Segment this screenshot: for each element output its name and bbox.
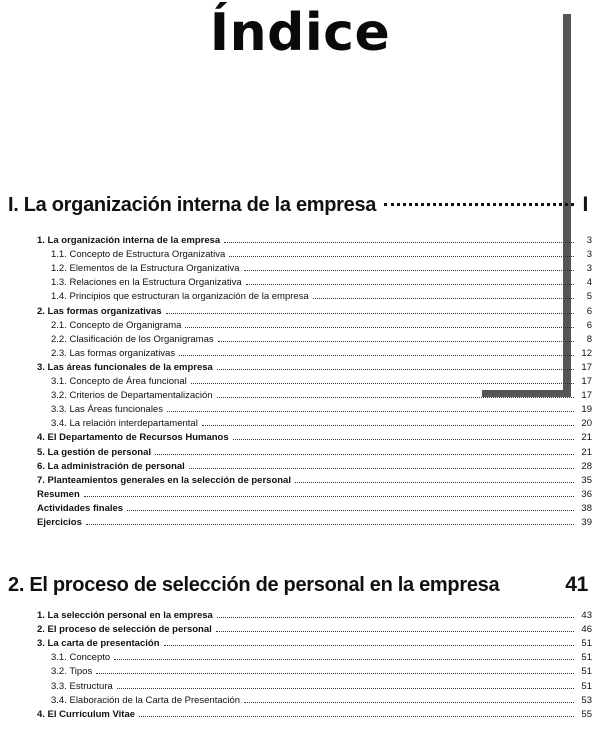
toc-entry[interactable] (37, 274, 592, 288)
dot-leader (224, 242, 574, 243)
dot-leader (86, 524, 574, 525)
toc-entry[interactable] (37, 677, 592, 691)
toc-entry-label: 3.1. Concepto de Área funcional (51, 376, 187, 388)
toc-entry-label: Actividades finales (37, 502, 124, 514)
toc-entry-label: Ejercicios (37, 516, 82, 528)
dot-leader (189, 468, 574, 469)
toc-entries (37, 607, 592, 720)
toc-entry[interactable] (37, 472, 592, 486)
toc-entry[interactable] (37, 486, 592, 500)
toc-entry-page-number: 6 (586, 305, 592, 317)
toc-entry-page-number: 55 (581, 708, 592, 720)
toc-entry[interactable] (37, 387, 592, 401)
toc-entry-page-number: 12 (581, 347, 592, 359)
toc-entry-label: 6. La administración de personal (37, 460, 185, 472)
chapter-heading[interactable] (8, 193, 588, 219)
dot-leader (216, 631, 574, 632)
toc-entry[interactable] (37, 260, 592, 274)
toc-entry-label: 1.1. Concepto de Estructura Organizativa (51, 249, 226, 261)
dot-leader (191, 383, 574, 384)
toc-entry-label: 3. La carta de presentación (37, 638, 160, 650)
toc-entry-page-number: 46 (581, 624, 592, 636)
dot-leader (313, 298, 574, 299)
dot-leader (179, 355, 574, 356)
toc-entry-label: 2.2. Clasificación de los Organigramas (51, 333, 214, 345)
toc-entry[interactable] (37, 458, 592, 472)
toc-entry-label: 2. El proceso de selección de personal (37, 624, 212, 636)
chapter-page-number: 41 (565, 573, 588, 596)
toc-entry-page-number: 21 (581, 446, 592, 458)
toc-entry-label: 4. El Currículum Vitae (37, 708, 136, 720)
page-title: Índice (209, 3, 391, 63)
dot-leader (244, 270, 574, 271)
chapter-page-number: I (582, 193, 588, 216)
dot-leader (127, 510, 574, 511)
toc-entry-page-number: 36 (581, 488, 592, 500)
toc-entry-page-number: 51 (581, 638, 592, 650)
toc-entry[interactable] (37, 692, 592, 706)
toc-entry-label: 3. Las áreas funcionales de la empresa (37, 361, 213, 373)
toc-entry-page-number: 3 (586, 249, 592, 261)
toc-entry[interactable] (37, 706, 592, 720)
toc-entry-label: 3.3. Estructura (51, 680, 113, 692)
dot-leader (96, 673, 574, 674)
toc-entry[interactable] (37, 401, 592, 415)
toc-entry-label: Resumen (37, 488, 80, 500)
toc-entry-page-number: 17 (581, 376, 592, 388)
toc-entry[interactable] (37, 514, 592, 528)
toc-entry-label: 4. El Departamento de Recursos Humanos (37, 432, 229, 444)
dot-leader (155, 454, 574, 455)
chapter-title: I. La organización interna de la empresa (8, 194, 377, 216)
toc-entry-page-number: 43 (581, 610, 592, 622)
toc-entry-page-number: 8 (586, 333, 592, 345)
toc-entry[interactable] (37, 373, 592, 387)
toc-entry-page-number: 17 (581, 361, 592, 373)
toc-entry-label: 1. La organización interna de la empresa (37, 235, 221, 247)
dot-leader (167, 411, 574, 412)
toc-entry-label: 3.4. La relación interdepartamental (51, 418, 198, 430)
dot-leader (295, 482, 574, 483)
toc-entry[interactable] (37, 246, 592, 260)
dot-leader (229, 256, 574, 257)
toc-entry-page-number: 20 (581, 418, 592, 430)
toc-entry-page-number: 21 (581, 432, 592, 444)
toc-entry-label: 1.2. Elementos de la Estructura Organizativa (51, 263, 240, 275)
toc-entry-page-number: 3 (586, 263, 592, 275)
toc-entry-page-number: 39 (581, 516, 592, 528)
toc-entry-label: 2. Las formas organizativas (37, 305, 162, 317)
toc-entry[interactable] (37, 607, 592, 621)
dot-leader (233, 439, 574, 440)
toc-entry[interactable] (37, 415, 592, 429)
toc-entry-label: 1.3. Relaciones en la Estructura Organizativa (51, 277, 242, 289)
toc-entry[interactable] (37, 317, 592, 331)
toc-entry-page-number: 51 (581, 652, 592, 664)
dot-leader (164, 645, 575, 646)
toc-entry-page-number: 53 (581, 694, 592, 706)
toc-entry[interactable] (37, 359, 592, 373)
dot-leader (217, 397, 574, 398)
dot-leader (218, 341, 574, 342)
toc-entry-page-number: 35 (581, 474, 592, 486)
toc-entry-page-number: 5 (586, 291, 592, 303)
toc-entry-label: 2.3. Las formas organizativas (51, 347, 176, 359)
toc-entry-page-number: 17 (581, 390, 592, 402)
toc-entry-page-number: 4 (586, 277, 592, 289)
dot-leader (114, 659, 574, 660)
toc-entry[interactable] (37, 331, 592, 345)
toc-entry[interactable] (37, 288, 592, 302)
toc-entry-page-number: 38 (581, 502, 592, 514)
toc-entry-label: 3.4. Elaboración de la Carta de Presentación (51, 694, 241, 706)
toc-entries (37, 232, 592, 528)
dot-leader (217, 369, 574, 370)
toc-entry-page-number: 28 (581, 460, 592, 472)
toc-entry-page-number: 51 (581, 666, 592, 678)
chapter-title: 2. El proceso de selección de personal en la empresa (8, 574, 500, 596)
dot-leader (139, 716, 574, 717)
toc-entry[interactable] (37, 500, 592, 514)
toc-entry-page-number: 6 (586, 319, 592, 331)
dot-leader (166, 313, 574, 314)
toc-entry[interactable] (37, 232, 592, 246)
dot-leader (84, 496, 574, 497)
toc-entry-label: 3.3. Las Áreas funcionales (51, 404, 163, 416)
toc-entry[interactable] (37, 345, 592, 359)
toc-entry-label: 1.4. Principios que estructuran la organización de la empresa (51, 291, 309, 303)
chapter-heading[interactable] (8, 573, 588, 599)
dot-leader (117, 688, 574, 689)
dot-leader (384, 203, 574, 206)
toc-entry[interactable] (37, 443, 592, 457)
toc-entry-label: 7. Planteamientos generales en la selección de personal (37, 474, 291, 486)
dot-leader (185, 327, 574, 328)
toc-entry[interactable] (37, 621, 592, 635)
dot-leader (217, 617, 574, 618)
toc-entry-label: 1. La selección personal en la empresa (37, 610, 213, 622)
toc-entry[interactable] (37, 429, 592, 443)
dot-leader (246, 284, 574, 285)
toc-entry-page-number: 19 (581, 404, 592, 416)
dot-leader (244, 702, 574, 703)
toc-entry[interactable] (37, 635, 592, 649)
toc-entry-label: 5. La gestión de personal (37, 446, 152, 458)
toc-entry-label: 3.2. Tipos (51, 666, 93, 678)
toc-entry-label: 3.1. Concepto (51, 652, 111, 664)
dot-leader (202, 425, 574, 426)
toc-entry-label: 3.2. Criterios de Departamentalización (51, 390, 213, 402)
toc-entry[interactable] (37, 649, 592, 663)
toc-entry[interactable] (37, 663, 592, 677)
toc-entry-label: 2.1. Concepto de Organigrama (51, 319, 182, 331)
toc-entry[interactable] (37, 302, 592, 316)
toc-entry-page-number: 3 (586, 235, 592, 247)
toc-entry-page-number: 51 (581, 680, 592, 692)
